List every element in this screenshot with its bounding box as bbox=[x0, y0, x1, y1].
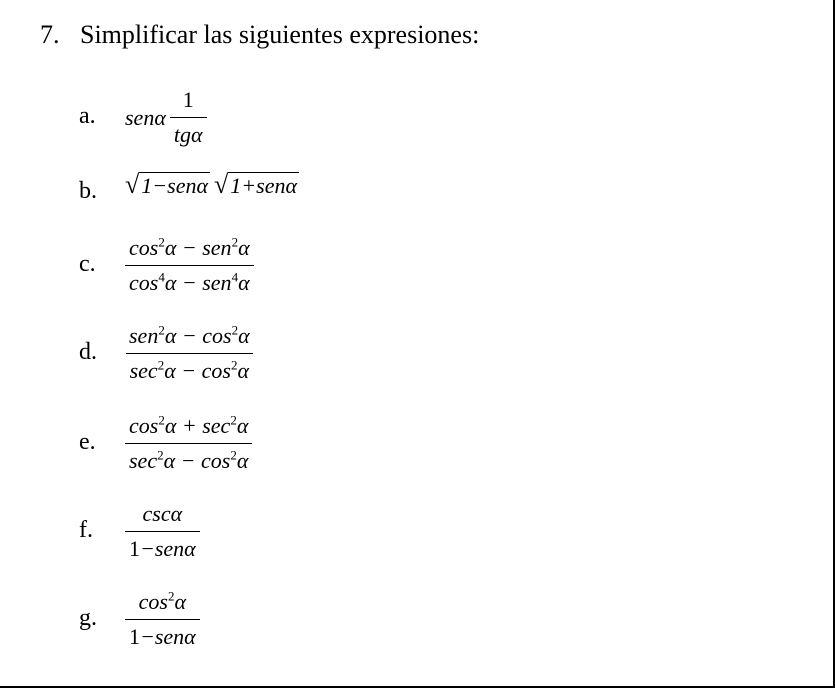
numerator bbox=[125, 234, 254, 265]
fraction bbox=[125, 588, 200, 651]
term: 1 bbox=[129, 536, 140, 561]
term: cos bbox=[129, 413, 159, 438]
radicand: 1−senα bbox=[141, 173, 209, 198]
term: α bbox=[174, 589, 187, 614]
expression-c bbox=[125, 234, 254, 297]
term: α bbox=[237, 358, 249, 383]
exponent: 4 bbox=[231, 269, 239, 285]
term: α − cos bbox=[164, 323, 232, 348]
numerator bbox=[125, 412, 252, 443]
numerator bbox=[125, 322, 254, 353]
exponent: 2 bbox=[158, 412, 165, 428]
numerator: 1 bbox=[182, 87, 194, 112]
fraction bbox=[125, 412, 252, 475]
fraction bbox=[125, 500, 200, 563]
exercise-item-f bbox=[79, 500, 679, 564]
radical-sign: √ bbox=[125, 170, 140, 199]
exercise-item-g bbox=[79, 588, 679, 652]
term: α + sec bbox=[164, 413, 231, 438]
expression-b bbox=[125, 172, 303, 198]
exponent: 2 bbox=[168, 588, 175, 604]
term: α − sen bbox=[164, 270, 232, 295]
term: α − cos bbox=[164, 358, 231, 383]
exponent: 2 bbox=[157, 357, 165, 373]
expression-d bbox=[125, 322, 254, 385]
exercise-heading bbox=[40, 18, 479, 52]
fraction bbox=[125, 234, 254, 297]
denominator bbox=[126, 353, 253, 385]
exercise-number: 7. bbox=[40, 20, 60, 49]
fraction bbox=[170, 86, 207, 149]
term: α − sen bbox=[164, 235, 232, 260]
term: cos bbox=[138, 589, 168, 614]
square-root bbox=[125, 172, 210, 198]
item-label: g. bbox=[79, 605, 97, 631]
term: α bbox=[236, 413, 249, 438]
exercise-item-c bbox=[79, 234, 679, 298]
radicand: 1+senα bbox=[230, 173, 298, 198]
denominator: tgα bbox=[170, 117, 207, 149]
exercise-item-e bbox=[79, 412, 679, 476]
radical-sign: √ bbox=[214, 170, 229, 199]
exercise-item-b bbox=[79, 168, 679, 208]
numerator: cscα bbox=[142, 501, 183, 526]
item-label: a. bbox=[79, 103, 96, 129]
term: α bbox=[238, 270, 250, 295]
term: α bbox=[238, 323, 250, 348]
expression-g bbox=[125, 588, 200, 651]
exponent: 2 bbox=[158, 234, 165, 250]
term: −senα bbox=[140, 624, 196, 649]
exponent: 2 bbox=[158, 322, 165, 338]
item-label: d. bbox=[79, 339, 97, 365]
exponent: 2 bbox=[230, 357, 238, 373]
exponent: 4 bbox=[158, 269, 165, 285]
term: sec bbox=[129, 448, 158, 473]
item-label: f. bbox=[79, 517, 93, 543]
item-label: e. bbox=[79, 429, 96, 455]
exponent: 2 bbox=[231, 322, 239, 338]
item-label: c. bbox=[79, 251, 96, 277]
exponent: 2 bbox=[230, 447, 237, 463]
term: −senα bbox=[140, 536, 196, 561]
square-root bbox=[214, 172, 299, 198]
denominator bbox=[125, 265, 254, 297]
denominator bbox=[125, 531, 200, 563]
expression-f bbox=[125, 500, 200, 563]
term: α bbox=[238, 235, 250, 260]
exercise-item-a bbox=[79, 86, 679, 150]
denominator bbox=[125, 619, 200, 651]
term: cos bbox=[129, 270, 159, 295]
term: α − cos bbox=[163, 448, 231, 473]
expression-a bbox=[125, 86, 207, 149]
term: α bbox=[236, 448, 249, 473]
exercise-title: Simplificar las siguientes expresiones: bbox=[80, 20, 480, 49]
term: sec bbox=[129, 358, 158, 383]
numerator bbox=[135, 588, 190, 619]
exercise-item-d bbox=[79, 322, 679, 386]
term: 1 bbox=[129, 624, 140, 649]
term: sen bbox=[129, 323, 159, 348]
item-label: b. bbox=[79, 178, 97, 204]
expression-e bbox=[125, 412, 252, 475]
exponent: 2 bbox=[230, 412, 237, 428]
exponent: 2 bbox=[231, 234, 239, 250]
expression-prefix: senα bbox=[125, 104, 166, 130]
fraction bbox=[125, 322, 254, 385]
exponent: 2 bbox=[157, 447, 164, 463]
term: cos bbox=[129, 235, 159, 260]
denominator bbox=[125, 443, 252, 475]
